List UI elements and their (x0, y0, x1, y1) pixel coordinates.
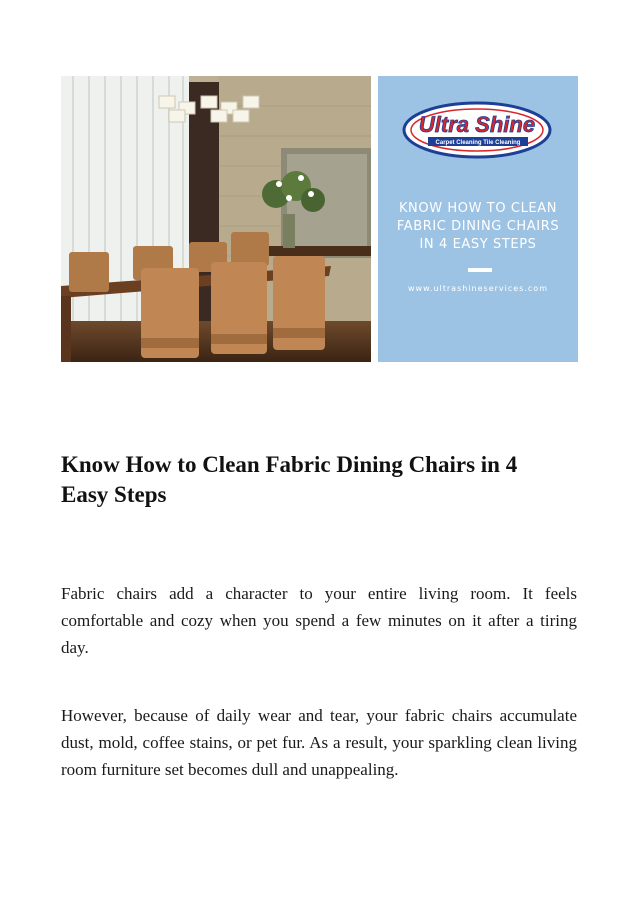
logo-brand-text: Ultra Shine (418, 112, 536, 137)
promo-divider (468, 268, 492, 272)
promo-title (378, 200, 578, 254)
hero-banner (61, 76, 578, 362)
dining-room-illustration (61, 76, 371, 362)
promo-website-url: www.ultrashineservices.com (408, 284, 548, 293)
promo-panel (378, 76, 578, 362)
article-title-line-2: Easy Steps (61, 482, 167, 507)
article-paragraph-2: However, because of daily wear and tear, your fabric chairs accumulate dust, mold, coffee stains, or pet fur. As a result, your sparkling clean living room furniture set becomes dull and unappealing. (61, 706, 577, 779)
logo-tagline: Carpet Cleaning Tile Cleaning (435, 140, 521, 146)
article-title (61, 450, 581, 510)
promo-title-line: FABRIC DINING CHAIRS (396, 219, 560, 234)
brand-logo (402, 100, 552, 160)
promo-title-line: IN 4 EASY STEPS (419, 237, 537, 252)
article-title-line-1: Know How to Clean Fabric Dining Chairs in 4 (61, 452, 518, 477)
article-paragraph-1: Fabric chairs add a character to your entire living room. It feels comfortable and cozy when you spend a few minutes on it after a tiring day. (61, 584, 577, 657)
promo-title-line: KNOW HOW TO CLEAN (398, 201, 558, 216)
dining-room-photo (61, 76, 371, 362)
